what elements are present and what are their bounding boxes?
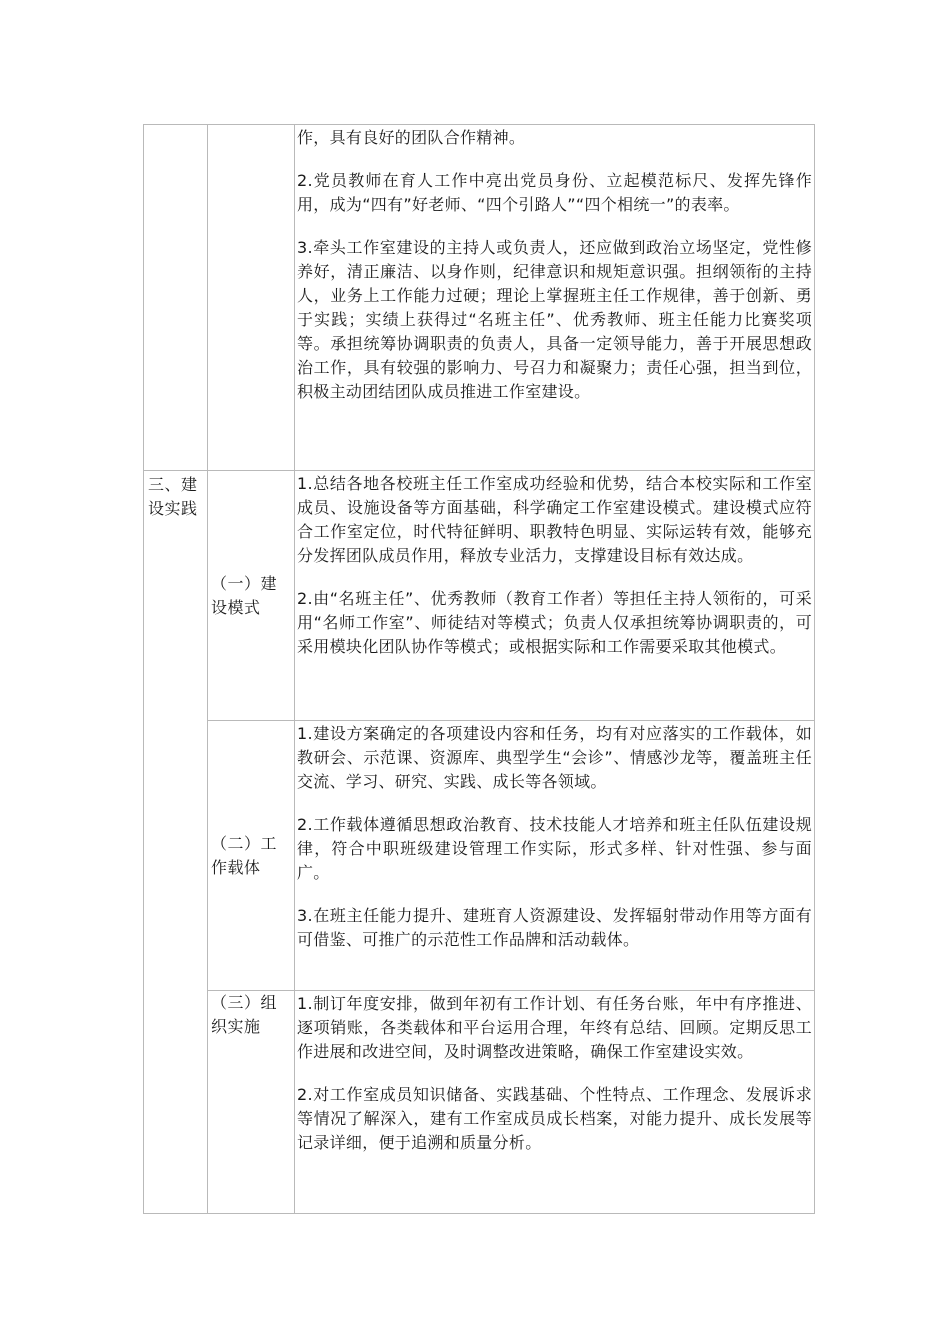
paragraph: 2.对工作室成员知识储备、实践基础、个性特点、工作理念、发展诉求等情况了解深入，建有工作室成员成长档案，对能力提升、成长发展等记录详细，便于追溯和质量分析。 [297, 1085, 812, 1152]
table-row [208, 471, 814, 720]
paragraph: 2.工作载体遵循思想政治教育、技术技能人才培养和班主任队伍建设规律，符合中职班级建设管理工作实际，形式多样、针对性强、参与面广。 [297, 815, 812, 882]
subsection-cell [208, 991, 295, 1213]
paragraph: 作，具有良好的团队合作精神。 [297, 128, 526, 147]
requirements-table [143, 124, 815, 1214]
table-row [208, 720, 814, 990]
section-cell [144, 471, 208, 1213]
content-cell [295, 991, 814, 1213]
content-cell [295, 721, 814, 990]
subsection-label: （一）建设模式 [211, 573, 278, 617]
section-cell [144, 125, 208, 470]
section-label: 三、建设实践 [148, 475, 198, 518]
subsection-cell [208, 721, 295, 990]
paragraph: 3.牵头工作室建设的主持人或负责人，还应做到政治立场坚定，党性修养好，清正廉洁、以身作则，纪律意识和规矩意识强。担纲领衔的主持人，业务上工作能力过硬；理论上掌握班主任工作规律，善于创新、勇于实践；实绩上获得过“名班主任”、优秀教师、班主任能力比赛奖项等。承担统筹协调职责的负责人，具备一定领导能力，善于开展思想政治工作，具有较强的影响力、号召力和凝聚力；责任心强，担当到位，积极主动团结团队成员推进工作室建设。 [297, 238, 812, 401]
paragraph: 1.建设方案确定的各项建设内容和任务，均有对应落实的工作载体，如教研会、示范课、资源库、典型学生“会诊”、情感沙龙等，覆盖班主任交流、学习、研究、实践、成长等各领域。 [297, 724, 812, 791]
paragraph: 3.在班主任能力提升、建班育人资源建设、发挥辐射带动作用等方面有可借鉴、可推广的示范性工作品牌和活动载体。 [297, 906, 812, 949]
table-row [144, 125, 814, 470]
paragraph: 1.制订年度安排，做到年初有工作计划、有任务台账，年中有序推进、逐项销账，各类载体和平台运用合理，年终有总结、回顾。定期反思工作进展和改进空间，及时调整改进策略，确保工作室建设实效。 [297, 994, 812, 1061]
subsection-cell [208, 125, 295, 470]
content-cell [295, 125, 814, 470]
paragraph: 2.由“名班主任”、优秀教师（教育工作者）等担任主持人领衔的，可采用“名师工作室”、师徒结对等模式；负责人仅承担统筹协调职责的，可采用模块化团队协作等模式；或根据实际和工作需要采取其他模式。 [297, 589, 812, 656]
subsection-label: （三）组织实施 [211, 993, 278, 1036]
table-row [208, 990, 814, 1213]
subsection-cell [208, 471, 295, 720]
paragraph: 2.党员教师在育人工作中亮出党员身份、立起模范标尺、发挥先锋作用，成为“四有”好老师、“四个引路人”“四个相统一”的表率。 [297, 171, 812, 214]
paragraph: 1.总结各地各校班主任工作室成功经验和优势，结合本校实际和工作室成员、设施设备等方面基础，科学确定工作室建设模式。建设模式应符合工作室定位，时代特征鲜明、职教特色明显、实际运转有效，能够充分发挥团队成员作用，释放专业活力，支撑建设目标有效达成。 [297, 474, 812, 565]
content-cell [295, 471, 814, 720]
subsection-label: （二）工作载体 [211, 833, 278, 877]
